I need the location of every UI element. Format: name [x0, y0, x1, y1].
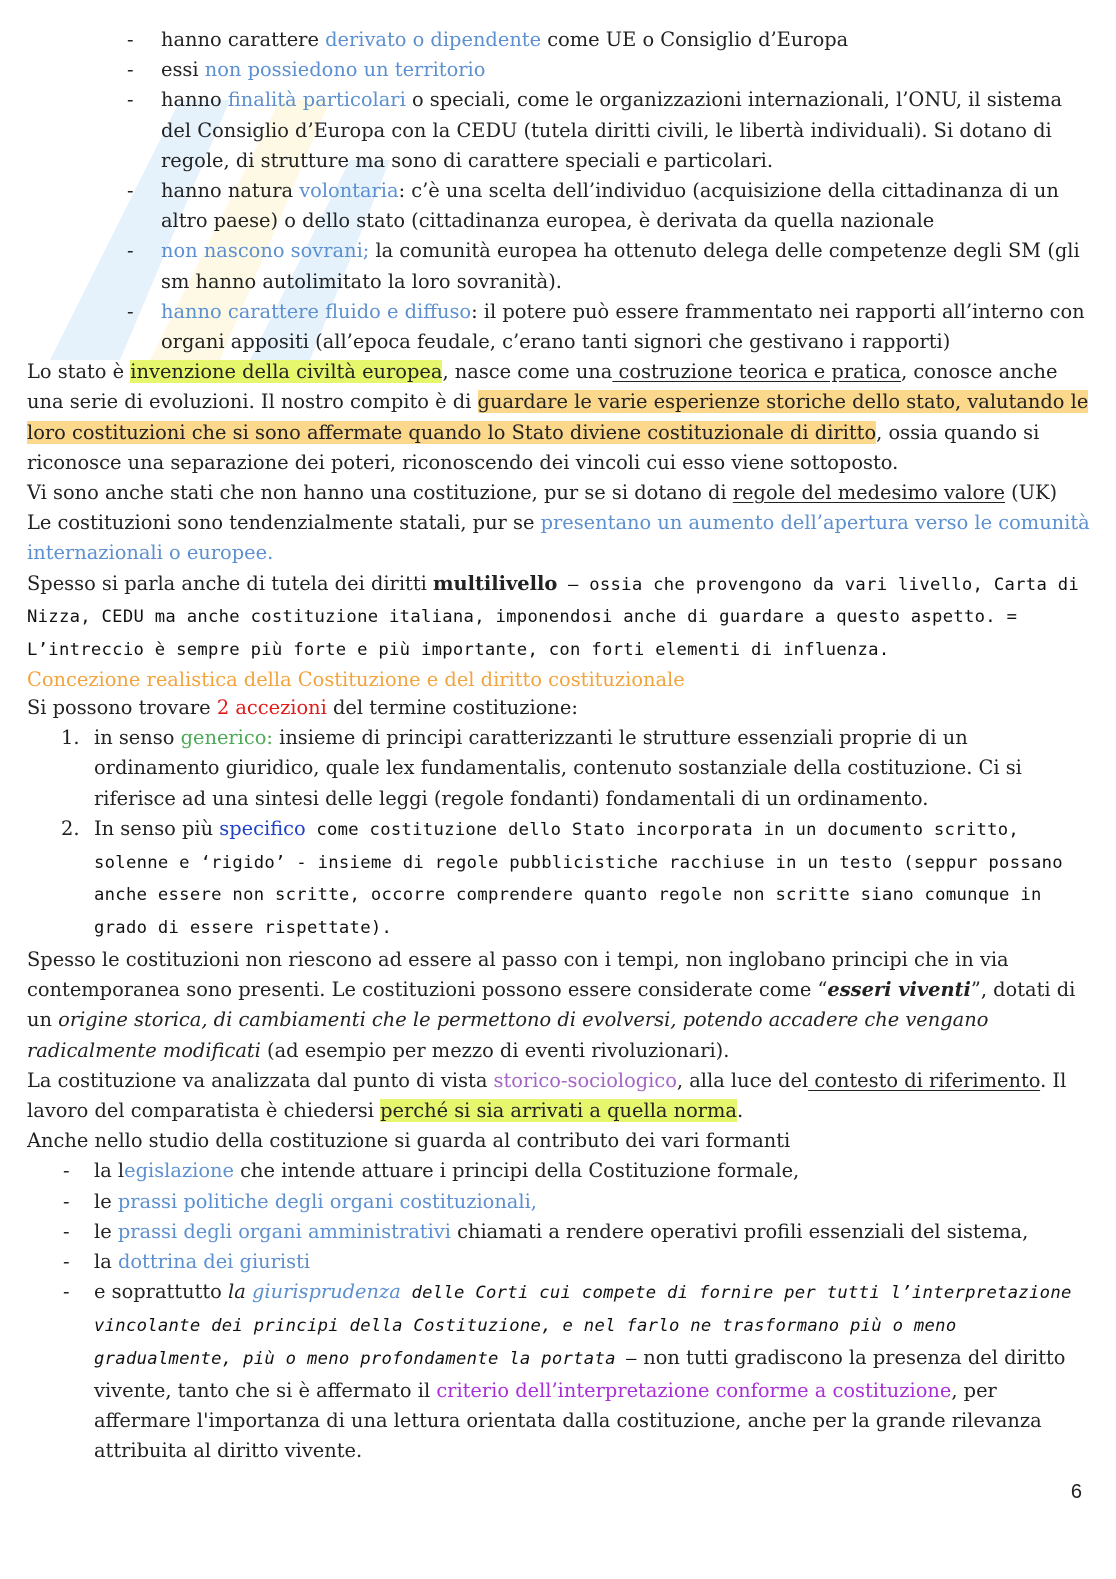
list-item [27, 1247, 1091, 1277]
bullet-dash: - [63, 1250, 70, 1274]
bullet-text: hanno carattere derivato o dipendente come UE o Consiglio d’Europa [161, 28, 849, 51]
bullet-dash: - [127, 88, 134, 112]
list-text: in senso generico: insieme di principi caratterizzanti le strutture essenziali proprie di un ordinamento giuridico, quale lex fundamentalis, contenuto sostanziale della costituzione. Ci si riferisce ad una sintesi delle leggi (regole fondanti) fondamentali di un ordinamento. [94, 726, 1022, 810]
paragraph-stato: Lo stato è invenzione della civiltà europea, nasce come una costruzione teorica e pratica, conosce anche una serie di evoluzioni. Il nostro compito è di guardare le varie esperienze storiche dello stato, valutando le loro costituzioni che si sono affermate quando lo Stato diviene costituzionale di diritto, ossia quando si riconosce una separazione dei poteri, riconoscendo dei vincoli cui esso viene sottoposto. [27, 360, 1089, 474]
paragraph-no-costituzione: Vi sono anche stati che non hanno una costituzione, pur se si dotano di regole del medesimo valore (UK) [27, 481, 1058, 505]
bullet-text: le prassi degli organi amministrativi chiamati a rendere operativi profili essenziali del sistema, [94, 1219, 1029, 1243]
bullet-dash: - [63, 1159, 70, 1183]
list-item-numbered [27, 723, 1091, 814]
list-number: 1. [61, 726, 80, 750]
list-item [27, 85, 1091, 176]
bullet-dash: - [127, 239, 134, 263]
paragraph-storico-sociologico: La costituzione va analizzata dal punto di vista storico-sociologico, alla luce del contesto di riferimento. Il lavoro del comparatista è chiedersi perché si sia arrivati a quella norma. [27, 1068, 1067, 1123]
bullet-text: essi non possiedono un territorio [161, 58, 486, 82]
bullet-text: hanno finalità particolari o speciali, come le organizzazioni internazionali, l’ONU, il sistema del Consiglio d’Europa con la CEDU (tutela diritti civili, le libertà individuali). Si dotano di regole, di strutture ma sono di carattere speciali e particolari. [161, 88, 1063, 172]
bullet-text: la dottrina dei giuristi [94, 1250, 311, 1274]
paragraph-formanti: Anche nello studio della costituzione si guarda al contributo dei vari formanti [27, 1129, 791, 1153]
bullet-dash: - [63, 1189, 70, 1213]
list-item [27, 1217, 1091, 1247]
list-text: In senso più specifico come costituzione dello Stato incorporata in un documento scritto, solenne e ‘rigido’ - insieme di regole pubblicistiche racchiuse in un testo (seppur possano anche essere non scritte, occorre comprendere quanto regole non scritte siano comunque in grado di essere rispettate). [94, 816, 1063, 939]
page-number: 6 [1070, 1481, 1082, 1503]
list-item [27, 1277, 1091, 1466]
list-item [27, 55, 1091, 85]
bullet-dash: - [127, 58, 134, 82]
paragraph-multilivello: Spesso si parla anche di tutela dei diritti multilivello – ossia che provengono da vari livello, Carta di Nizza, CEDU ma anche costituzione italiana, imponendosi anche di guardare a questo aspetto. = L’intreccio è sempre più forte e più importante, con forti elementi di influenza. [27, 571, 1080, 661]
list-item-numbered [27, 814, 1091, 945]
bullet-text: hanno carattere fluido e diffuso: il potere può essere frammentato nei rapporti all’interno con organi appositi (all’epoca feudale, c’erano tanti signori che gestivano i rapporti) [161, 299, 1085, 354]
paragraph-esseri-viventi: Spesso le costituzioni non riescono ad essere al passo con i tempi, non inglobano principi che in via contemporanea sono presenti. Le costituzioni possono essere considerate come “esseri viventi”, dotati di un origine storica, di cambiamenti che le permettono di evolversi, potendo accadere che vengano radicalmente modificati (ad esempio per mezzo di eventi rivoluzionari). [27, 948, 1076, 1062]
list-item [27, 236, 1091, 296]
bullet-text: non nascono sovrani; la comunità europea ha ottenuto delega delle competenze degli SM (gli sm hanno autolimitato la loro sovranità). [161, 239, 1080, 293]
bullet-dash: - [63, 1219, 70, 1243]
list-number: 2. [61, 816, 80, 840]
bullet-text: hanno natura volontaria: c’è una scelta dell’individuo (acquisizione della cittadinanza di un altro paese) o dello stato (cittadinanza europea, è derivata da quella nazionale [161, 179, 1059, 233]
bullet-dash: - [127, 179, 134, 203]
bullet-dash: - [127, 299, 134, 323]
document-body [27, 25, 1091, 1466]
list-item [27, 1156, 1091, 1186]
list-item [27, 176, 1091, 236]
bullet-text: le prassi politiche degli organi costituzionali, [94, 1189, 537, 1213]
list-item [27, 1187, 1091, 1217]
paragraph-statali: Le costituzioni sono tendenzialmente statali, pur se presentano un aumento dell’apertura verso le comunità internazionali o europee. [27, 511, 1090, 565]
bullet-text: la legislazione che intende attuare i principi della Costituzione formale, [94, 1159, 800, 1183]
bullet-text: e soprattutto la giurisprudenza delle Corti cui compete di fornire per tutti l’interpretazione vincolante dei principi della Costituzione, e nel farlo ne trasformano più o meno gradualmente, più o meno profondamente la portata – non tutti gradiscono la presenza del diritto vivente, tanto che si è affermato il criterio dell’interpretazione conforme a costituzione, per affermare l'importanza di una lettura orientata dalla costituzione, anche per la grande rilevanza attribuita al diritto vivente. [94, 1280, 1072, 1463]
section-heading: Concezione realistica della Costituzione e del diritto costituzionale [27, 668, 685, 692]
bullet-dash: - [63, 1280, 70, 1304]
bullet-dash: - [127, 28, 134, 51]
list-item [27, 297, 1091, 357]
paragraph-accezioni: Si possono trovare 2 accezioni del termine costituzione: [27, 696, 578, 720]
list-item [27, 25, 1091, 55]
